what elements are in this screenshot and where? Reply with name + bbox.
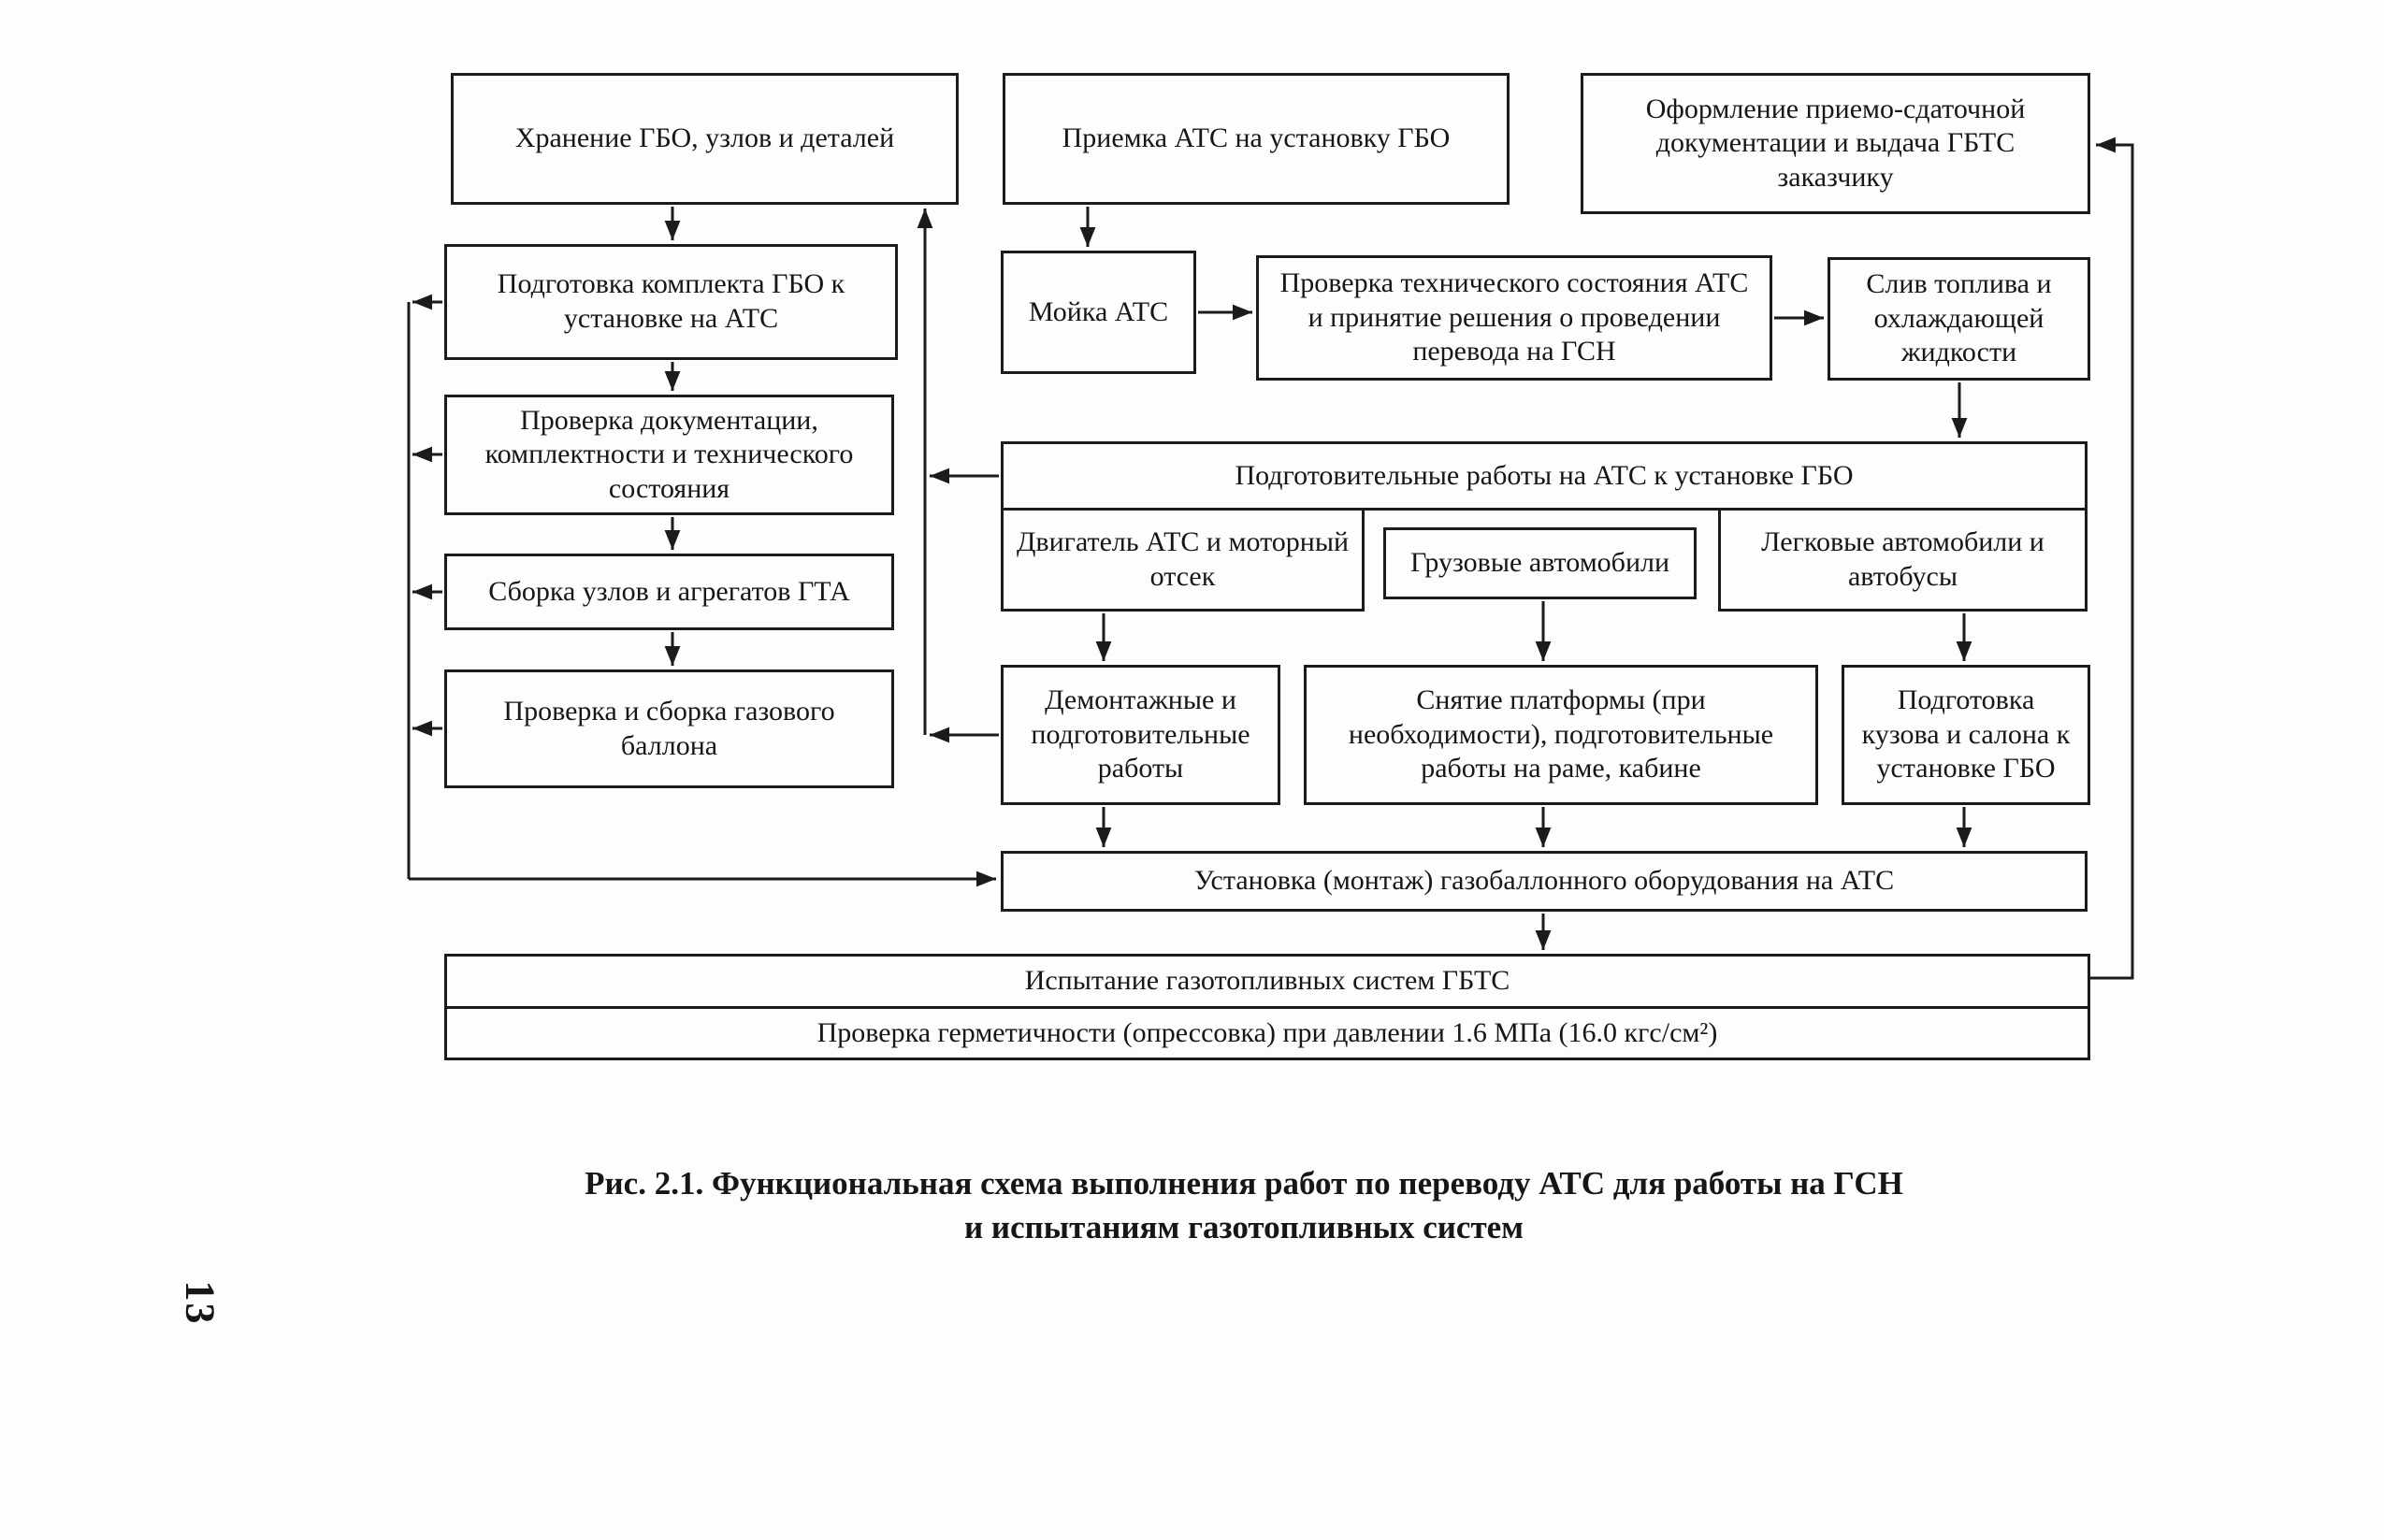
box-pressure-test: Проверка герметичности (опрессовка) при давлении 1.6 МПа (16.0 кгс/см²): [816, 1016, 1718, 1048]
box-body-prep: Подготовка кузова и салона к установке ГБО: [1842, 665, 2090, 805]
box-assembly-gta: Сборка узлов и агрегатов ГТА: [444, 554, 894, 630]
figure-caption: [393, 1161, 2095, 1250]
box-storage: Хранение ГБО, узлов и деталей: [451, 73, 959, 205]
box-installation: Установка (монтаж) газобаллонного оборудования на АТС: [1001, 851, 2088, 912]
figure-caption-line1: Рис. 2.1. Функциональная схема выполнения работ по переводу АТС для работы на ГСН: [585, 1165, 1903, 1202]
box-prep-trucks: Грузовые автомобили: [1383, 527, 1697, 599]
box-kit-prep: Подготовка комплекта ГБО к установке на АТС: [444, 244, 898, 360]
box-acceptance: Приемка АТС на установку ГБО: [1003, 73, 1510, 205]
page-number: 13: [177, 1280, 224, 1326]
box-dismantle: Демонтажные и подготовительные работы: [1001, 665, 1280, 805]
box-cylinder-check: Проверка и сборка газового баллона: [444, 669, 894, 788]
box-tech-check: Проверка технического состояния АТС и принятие решения о проведении перевода на ГСН: [1256, 255, 1772, 381]
box-doc-check: Проверка документации, комплектности и технического состояния: [444, 395, 894, 515]
box-fuel-drain: Слив топлива и охлаждающей жидкости: [1828, 257, 2090, 381]
box-prep-engine: Двигатель АТС и моторный отсек: [1001, 508, 1365, 612]
arrow-testing-to-docs: [2090, 145, 2132, 978]
box-testing: Испытание газотопливных систем ГБТС: [447, 957, 2088, 1009]
box-testing-block: [444, 954, 2090, 1060]
box-docs-handover: Оформление приемо-сдаточной документации и выдача ГБТС заказчику: [1581, 73, 2090, 214]
box-prep-header: Подготовительные работы на АТС к установке ГБО: [1001, 441, 2088, 511]
box-prep-cars: Легковые автомобили и автобусы: [1718, 508, 2088, 612]
box-platform-removal: Снятие платформы (при необходимости), подготовительные работы на раме, кабине: [1304, 665, 1818, 805]
figure-caption-line2: и испытаниям газотопливных систем: [963, 1209, 1524, 1246]
box-washing: Мойка АТС: [1001, 251, 1196, 374]
